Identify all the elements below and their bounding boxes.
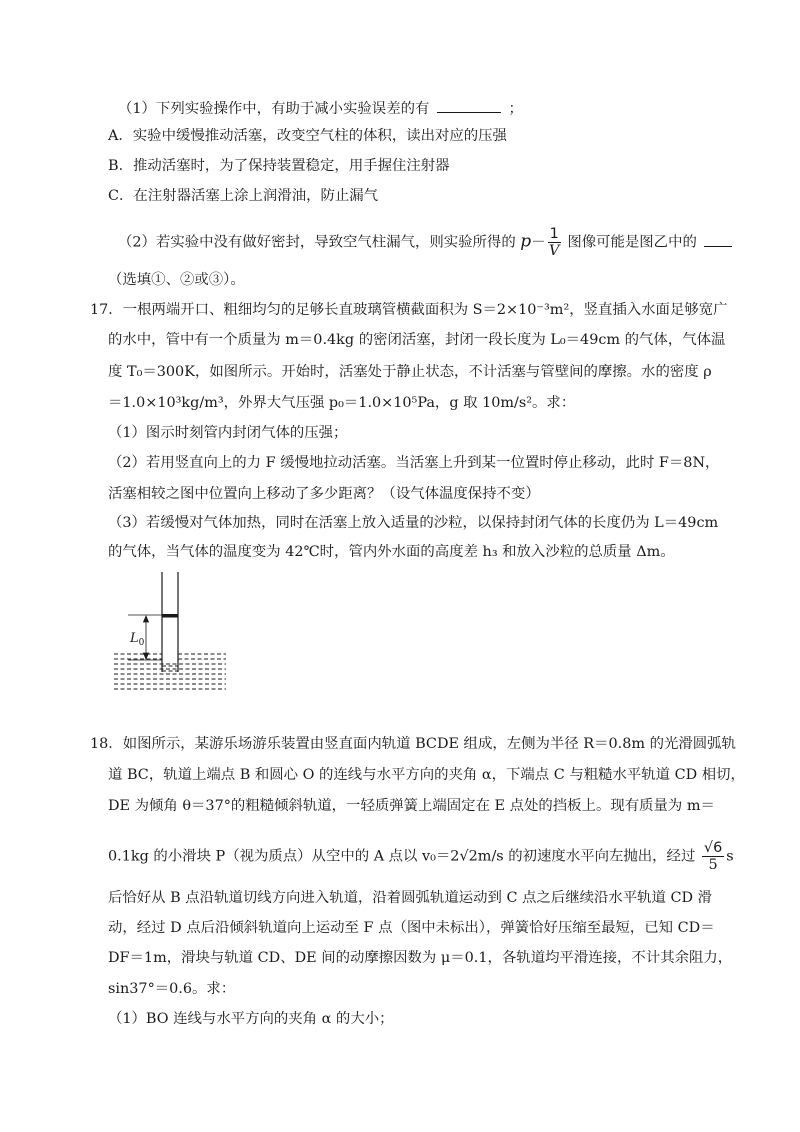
q18-line-2: 道 BC，轨道上端点 B 和圆心 O 的连线与水平方向的夹角 α，下端点 C 与粗糙水平轨道 CD 相切， [108,767,745,783]
q17-line-4: ＝1.0×10³kg/m³，外界大气压强 p₀＝1.0×10⁵Pa，g 取 10m/s²。求： [108,395,576,411]
answer-blank-1[interactable] [437,98,501,113]
time-fraction: $\frac{√6}{5}$ [703,840,723,873]
q16-option-b: B．推动活塞时，为了保持装置稳定，用手握住注射器 [108,158,450,174]
q17-line-2: 的水中，管中有一个质量为 m＝0.4kg 的密闭活塞，封闭一段长度为 L₀＝49cm 的气体，气体温 [108,332,726,348]
q16-option-a: A．实验中缓慢推动活塞，改变空气柱的体积，读出对应的压强 [108,128,507,144]
tube-diagram [100,568,240,708]
q17-line-1: 17．一根两端开口、粗细均匀的足够长直玻璃管横截面积为 S＝2×10⁻³m²，竖直插入水面足够宽广 [90,302,728,318]
answer-blank-2[interactable] [704,232,732,247]
glass-tube [162,572,178,672]
q18-line-6: 动，经过 D 点后沿倾斜轨道向上运动至 F 点（图中未标出），弹簧恰好压缩至最短，已知 CD＝ [108,920,715,936]
q16-option-c: C．在注射器活塞上涂上润滑油，防止漏气 [108,188,379,204]
q16-part2: （2）若实验中没有做好密封，导致空气柱漏气，则实验所得的 p－ $\frac{1}{V}$ 图像可能是图乙中的 [118,226,735,259]
q17-sub-2b: 活塞相较之图中位置向上移动了多少距离？（设气体温度保持不变） [108,486,540,502]
q18-line-5: 后恰好从 B 点沿轨道切线方向进入轨道，沿着圆弧轨道运动到 C 点之后继续沿水平轨道 CD 滑 [108,890,713,906]
q18-line-4: 0.1kg 的小滑块 P（视为质点）从空中的 A 点以 v₀＝2√2m/s 的初速度水平向左抛出，经过 $\frac{√6}{5}$ s [108,840,734,873]
q17-sub-3b: 的气体，当气体的温度变为 42℃时，管内外水面的高度差 h₃ 和放入沙粒的总质量 Δm。 [108,544,675,560]
q17-sub-2a: （2）若用竖直向上的力 F 缓慢地拉动活塞。当活塞上升到某一位置时停止移动，此时 F＝8N， [108,455,720,471]
q16-part2-choice: （选填①、②或③）。 [108,272,245,288]
q17-sub-3a: （3）若缓慢对气体加热，同时在活塞上放入适量的沙粒，以保持封闭气体的长度仍为 L＝49cm [108,515,719,531]
q18-line-8: sin37°＝0.6。求： [108,981,236,997]
q18-line-7: DF＝1m，滑块与轨道 CD、DE 间的动摩擦因数为 μ＝0.1，各轨道均平滑连接，不计其余阻力， [108,950,733,966]
q18-sub-1: （1）BO 连线与水平方向的夹角 α 的大小； [108,1011,394,1027]
q17-sub-1: （1）图示时刻管内封闭气体的压强； [108,425,348,441]
l0-label: $L_0$ [130,631,145,648]
q17-line-3: 度 T₀＝300K，如图所示。开始时，活塞处于静止状态，不计活塞与管壁间的摩擦。水的密度 ρ [108,364,712,380]
q18-line-1: 18．如图所示，某游乐场游乐装置由竖直面内轨道 BCDE 组成，左侧为半径 R＝0.8m 的光滑圆弧轨 [90,736,736,752]
one-over-v-fraction: $\frac{1}{V}$ [548,226,560,259]
q18-line-3: DE 为倾角 θ＝37°的粗糙倾斜轨道，一轻质弹簧上端固定在 E 点处的挡板上。现有质量为 m＝ [108,798,715,814]
p-symbol: p [520,231,532,252]
q16-part1: （1）下列实验操作中，有助于减小实验误差的有 ； [118,98,523,119]
piston [162,614,178,618]
sqrt-two: √2 [459,848,478,865]
